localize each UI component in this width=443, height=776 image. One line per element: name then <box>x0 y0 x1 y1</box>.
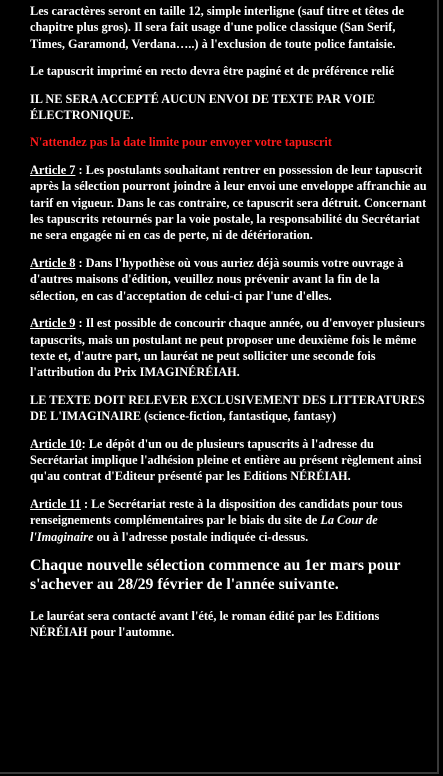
article-9 <box>30 315 430 381</box>
article-7-text: : Les postulants souhaitant rentrer en possession de leur tapuscrit après la sélection pourront joindre à leur envoi une enveloppe affranchie au tarif en vigueur. Dans le cas contraire, ce tapuscrit sera détruit. Concernant les tapuscrits retournés par la voie postale, la responsabilité du Secrétariat ne sera engagée ni en cas de perte, ni de détérioration. <box>30 162 427 243</box>
article-7 <box>30 162 430 244</box>
article-10 <box>30 436 430 485</box>
article-11-text-a: : Le Secrétariat reste à la disposition des candidats pour tous renseignements complémentaires par le biais du site de <box>30 496 403 528</box>
genre-requirement-caps: LE TEXTE DOIT RELEVER EXCLUSIVEMENT DES LITTERATURES DE L'IMAGINAIRE <box>30 392 425 424</box>
article-11-label: Article 11 <box>30 496 81 511</box>
binding-paragraph: Le tapuscrit imprimé en recto devra être paginé et de préférence relié <box>30 64 395 79</box>
article-7-label: Article 7 <box>30 162 76 177</box>
font-rules-paragraph: Les caractères seront en taille 12, simple interligne (sauf titre et têtes de chapitre plus gros). Il sera fait usage d'une police classique (San Serif, Times, Garamond, Verdana…..) à l'exclusion de toute police fantaisie. <box>30 4 404 51</box>
article-11-text-b: ou à l'adresse postale indiquée ci-dessus. <box>93 529 309 544</box>
article-9-text: : Il est possible de concourir chaque année, ou d'envoyer plusieurs tapuscrits, mais un postulant ne peut proposer une deuxième fois le même texte et, d'autre part, un lauréat ne peut solliciter une seconde fois l'attribution du Prix IMAGINÉRÉIAH. <box>30 316 425 380</box>
rules-text <box>30 3 430 652</box>
article-10-label: Article 10 <box>30 436 82 451</box>
article-8 <box>30 255 430 304</box>
article-11 <box>30 496 430 545</box>
laureate-notice: Le lauréat sera contacté avant l'été, le roman édité par les Editions NÉRÉIAH pour l'automne. <box>30 608 380 640</box>
article-8-text: : Dans l'hypothèse où vous auriez déjà soumis votre ouvrage à d'autres maisons d'édition, veuillez nous prévenir avant la fin de la sélection, en cas d'acceptation de celui-ci par l'une d'elles. <box>30 255 404 303</box>
deadline-warning: N'attendez pas la date limite pour envoyer votre tapuscrit <box>30 135 332 150</box>
genre-list: (science-fiction, fantastique, fantasy) <box>141 409 337 424</box>
article-10-text: : Le dépôt d'un ou de plusieurs tapuscrits à l'adresse du Secrétariat implique l'adhésion pleine et entière au présent règlement ainsi qu'au contrat d'Editeur présenté par les Editions NÉRÉIAH. <box>30 436 422 484</box>
site-name-link[interactable]: La Cour de l'Imaginaire <box>30 513 378 544</box>
selection-period-notice: Chaque nouvelle sélection commence au 1er mars pour s'achever au 28/29 février de l'année suivante. <box>30 556 401 594</box>
no-electronic-notice: IL NE SERA ACCEPTÉ AUCUN ENVOI DE TEXTE PAR VOIE ÉLECTRONIQUE. <box>30 91 375 123</box>
genre-requirement <box>30 392 430 425</box>
article-9-label: Article 9 <box>30 316 76 331</box>
article-8-label: Article 8 <box>30 255 76 270</box>
